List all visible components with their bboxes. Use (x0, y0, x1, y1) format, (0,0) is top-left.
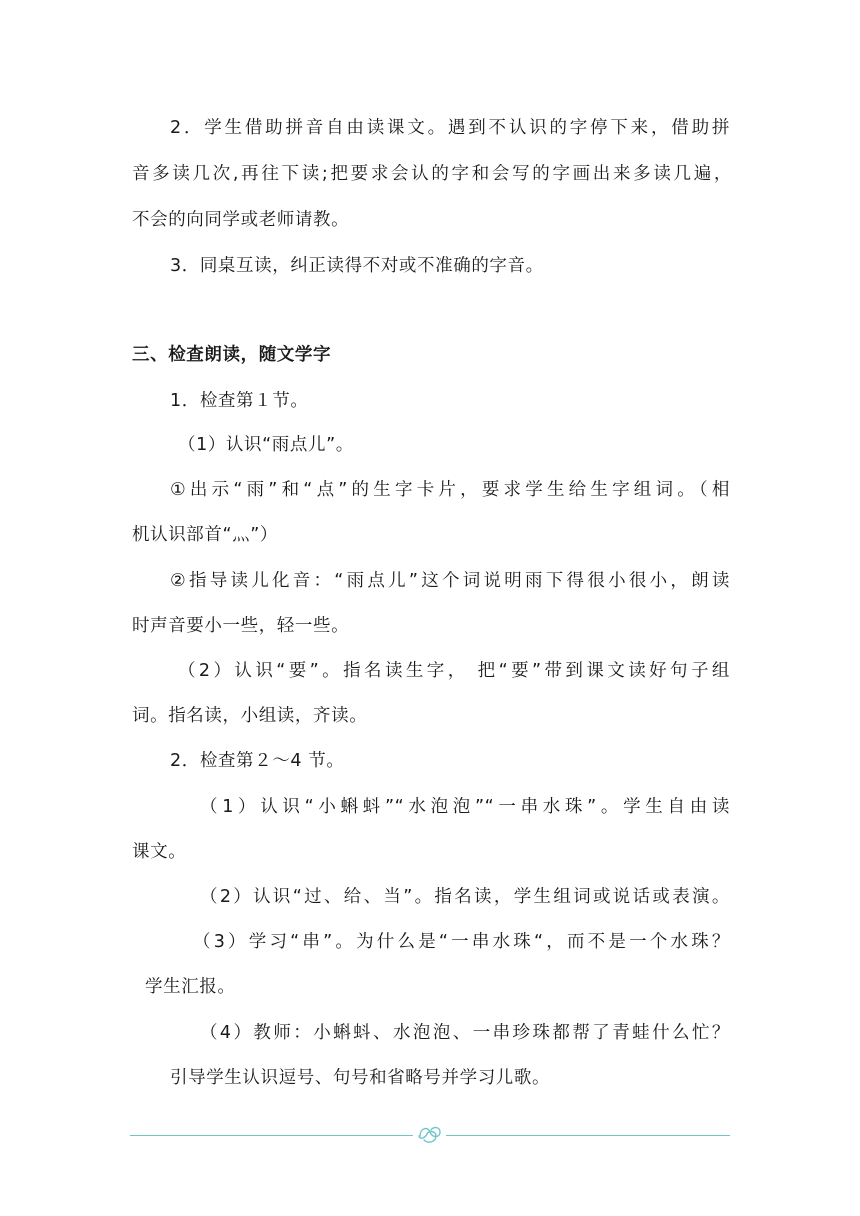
step-2-sub-2: （2）认识“过、给、当”。指名读，学生组词或说话或表演。 (200, 887, 730, 907)
step-1-title: 1．检查第１节。 (170, 391, 309, 411)
step-2-sub-1-line-1: （1）认识“小蝌蚪”“水泡泡”“一串水珠”。学生自由读 (200, 797, 730, 817)
step-2-sub-4-line-2: 引导学生认识逗号、句号和省略号并学习儿歌。 (170, 1068, 551, 1088)
paragraph-2-line-2: 音多读几次,再往下读;把要求会认的字和会写的字画出来多读几遍， (132, 164, 732, 184)
footer-rule-left (130, 1135, 413, 1136)
footer-rule-right (446, 1135, 730, 1136)
step-1-sub-1: （1）认识“雨点儿”。 (178, 435, 354, 455)
step-1-sub-1a-line-2: 机认识部首“灬”） (132, 525, 279, 545)
decorative-knot-icon (416, 1122, 444, 1146)
step-2-title: 2．检查第２～4 节。 (170, 751, 345, 771)
step-2-sub-1-line-2: 课文。 (132, 842, 187, 862)
paragraph-3: 3．同桌互读，纠正读得不对或不准确的字音。 (170, 256, 544, 276)
step-2-sub-3-line-2: 学生汇报。 (145, 977, 236, 997)
step-1-sub-2-line-1: （2）认识“要”。指名读生字， 把“要”带到课文读好句子组 (178, 661, 730, 681)
step-1-sub-1b-line-1: ②指导读儿化音：“雨点儿”这个词说明雨下得很小很小，朗读 (170, 571, 730, 591)
step-2-sub-4-line-1: （4）教师：小蝌蚪、水泡泡、一串珍珠都帮了青蛙什么忙？ (200, 1023, 730, 1043)
step-2-sub-3-line-1: （3）学习“串”。为什么是“一串水珠“，而不是一个水珠？ (193, 932, 730, 952)
paragraph-2-line-3: 不会的向同学或老师请教。 (132, 210, 350, 230)
step-1-sub-1a-line-1: ①出示“雨”和“点”的生字卡片，要求学生给生字组词。（相 (170, 480, 730, 500)
section-heading: 三、检查朗读，随文学字 (132, 345, 332, 365)
step-1-sub-1b-line-2: 时声音要小一些，轻一些。 (132, 616, 350, 636)
step-1-sub-2-line-2: 词。指名读，小组读，齐读。 (132, 706, 368, 726)
paragraph-2-line-1: 2．学生借助拼音自由读课文。遇到不认识的字停下来，借助拼 (170, 118, 730, 138)
